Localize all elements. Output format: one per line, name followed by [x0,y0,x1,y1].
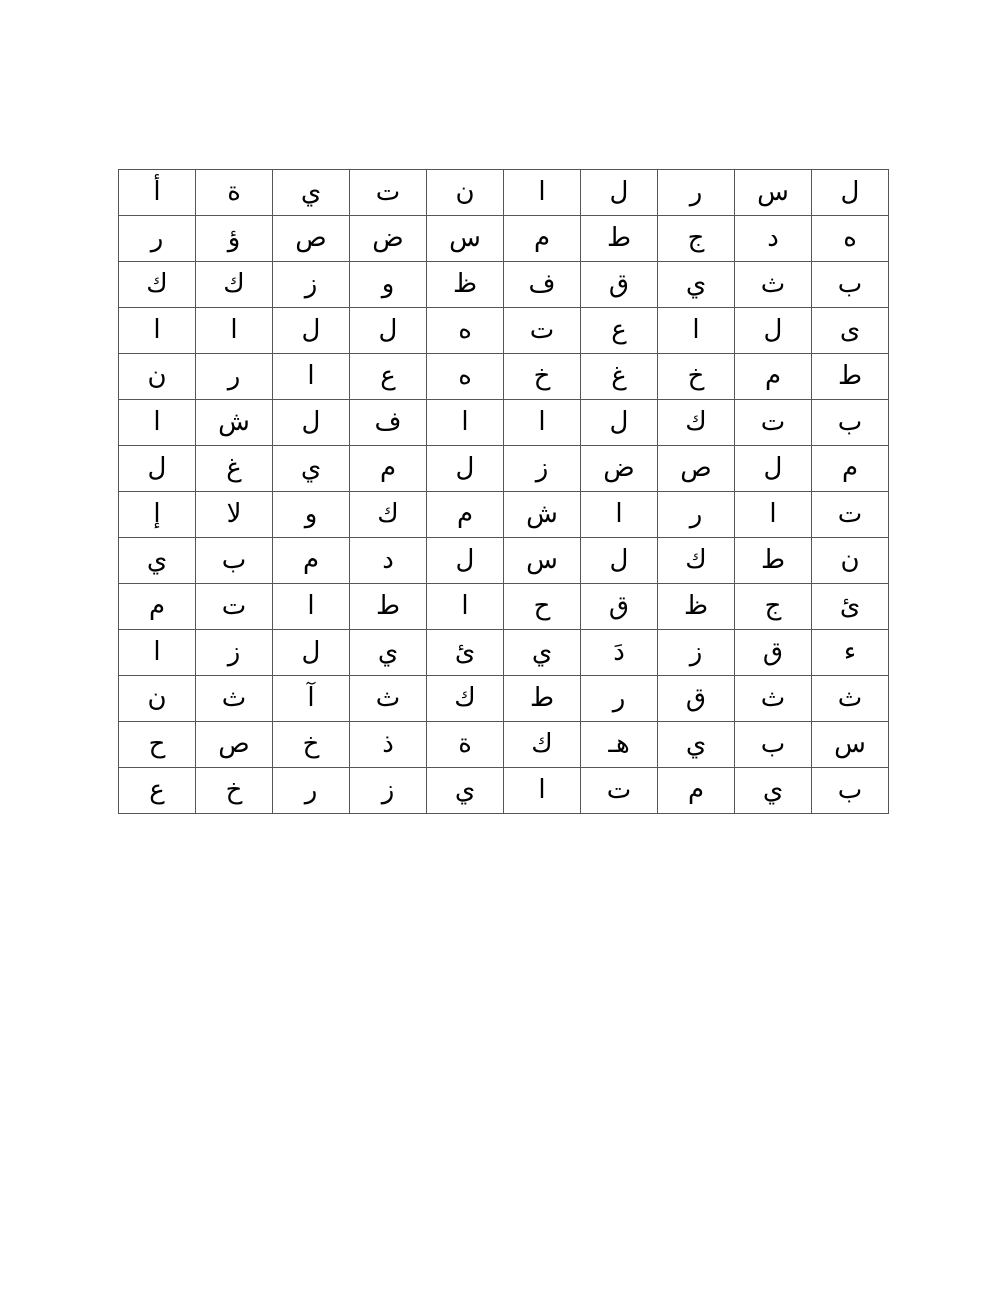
grid-cell: ب [812,768,889,814]
grid-cell: ا [196,308,273,354]
grid-cell: ث [735,676,812,722]
grid-cell: و [273,492,350,538]
grid-cell: ل [427,538,504,584]
grid-cell: م [658,768,735,814]
grid-cell: س [504,538,581,584]
grid-cell: ل [581,170,658,216]
grid-cell: ث [812,676,889,722]
grid-cell: ل [119,446,196,492]
grid-cell: ث [735,262,812,308]
grid-cell: ء [812,630,889,676]
grid-cell: لا [196,492,273,538]
word-search-grid [118,169,889,814]
grid-cell: ب [812,400,889,446]
grid-cell: خ [273,722,350,768]
grid-cell: ط [735,538,812,584]
grid-cell: م [812,446,889,492]
grid-cell: ت [812,492,889,538]
grid-cell: ش [504,492,581,538]
grid-cell: ظ [427,262,504,308]
grid-cell: ي [350,630,427,676]
grid-cell: ي [735,768,812,814]
grid-cell: ص [658,446,735,492]
grid-cell: ا [504,400,581,446]
grid-cell: ع [581,308,658,354]
grid-row [119,262,889,308]
grid-cell: ك [504,722,581,768]
grid-cell: ل [735,308,812,354]
grid-cell: ل [273,400,350,446]
grid-cell: ح [119,722,196,768]
grid-cell: ئ [812,584,889,630]
grid-cell: ت [350,170,427,216]
grid-cell: ب [735,722,812,768]
grid-cell: ق [658,676,735,722]
grid-cell: ف [350,400,427,446]
grid-cell: ي [119,538,196,584]
grid-cell: ح [504,584,581,630]
grid-cell: ل [427,446,504,492]
grid-row [119,630,889,676]
grid-cell: ي [273,446,350,492]
grid-cell: ش [196,400,273,446]
grid-cell: ل [273,630,350,676]
grid-cell: ع [119,768,196,814]
grid-cell: ا [735,492,812,538]
grid-cell: ن [427,170,504,216]
grid-cell: ض [350,216,427,262]
grid-cell: ر [581,676,658,722]
grid-cell: ة [427,722,504,768]
grid-cell: ز [658,630,735,676]
grid-row [119,722,889,768]
grid-cell: ل [581,538,658,584]
grid-cell: ر [119,216,196,262]
grid-cell: ا [504,768,581,814]
grid-cell: ك [350,492,427,538]
grid-cell: دَ [581,630,658,676]
grid-cell: و [350,262,427,308]
grid-cell: ي [273,170,350,216]
grid-cell: خ [196,768,273,814]
grid-cell: ل [581,400,658,446]
grid-cell: إ [119,492,196,538]
grid-cell: ا [427,400,504,446]
grid-cell: ل [735,446,812,492]
grid-cell: ه [812,216,889,262]
grid-row [119,584,889,630]
grid-cell: ك [658,538,735,584]
grid-cell: م [119,584,196,630]
grid-row [119,170,889,216]
grid-cell: ج [658,216,735,262]
grid-cell: هـ [581,722,658,768]
grid-row [119,768,889,814]
grid-cell: ي [427,768,504,814]
grid-cell: ث [196,676,273,722]
grid-cell: د [350,538,427,584]
grid-cell: ن [119,676,196,722]
grid-cell: ظ [658,584,735,630]
grid-row [119,676,889,722]
grid-cell: ي [504,630,581,676]
grid-row [119,308,889,354]
grid-cell: ز [350,768,427,814]
grid-cell: ا [119,308,196,354]
grid-cell: ز [196,630,273,676]
grid-cell: ض [581,446,658,492]
grid-cell: ا [119,630,196,676]
grid-row [119,354,889,400]
grid-cell: د [735,216,812,262]
grid-cell: ب [812,262,889,308]
grid-cell: م [427,492,504,538]
grid-cell: ك [119,262,196,308]
grid-cell: ط [504,676,581,722]
grid-cell: ل [273,308,350,354]
grid-cell: ه [427,308,504,354]
grid-cell: ز [504,446,581,492]
grid-cell: ج [735,584,812,630]
grid-row [119,492,889,538]
grid-cell: ت [504,308,581,354]
grid-cell: ا [273,354,350,400]
grid-cell: ت [196,584,273,630]
grid-row [119,446,889,492]
grid-cell: ت [581,768,658,814]
grid-cell: ك [196,262,273,308]
grid-cell: ك [427,676,504,722]
grid-cell: ئ [427,630,504,676]
grid-cell: ا [658,308,735,354]
grid-cell: ل [812,170,889,216]
grid-cell: م [735,354,812,400]
grid-cell: س [427,216,504,262]
grid-cell: ر [196,354,273,400]
grid-cell: ى [812,308,889,354]
grid-cell: ا [119,400,196,446]
grid-cell: ط [350,584,427,630]
grid-cell: ة [196,170,273,216]
grid-cell: ص [273,216,350,262]
grid-row [119,538,889,584]
grid-cell: ر [658,492,735,538]
grid-cell: ق [581,262,658,308]
grid-cell: م [350,446,427,492]
grid-row [119,216,889,262]
grid-cell: ا [273,584,350,630]
grid-cell: ب [196,538,273,584]
grid-body [119,170,889,814]
grid-cell: س [812,722,889,768]
grid-row [119,400,889,446]
grid-cell: ث [350,676,427,722]
grid-cell: ت [735,400,812,446]
grid-cell: ن [812,538,889,584]
grid-cell: م [504,216,581,262]
grid-cell: ل [350,308,427,354]
grid-cell: ؤ [196,216,273,262]
grid-cell: غ [581,354,658,400]
grid-cell: س [735,170,812,216]
grid-cell: ص [196,722,273,768]
grid-cell: ذ [350,722,427,768]
grid-cell: م [273,538,350,584]
grid-cell: ف [504,262,581,308]
grid-cell: ق [581,584,658,630]
grid-cell: ا [504,170,581,216]
grid-cell: أ [119,170,196,216]
grid-cell: ط [581,216,658,262]
grid-cell: ر [273,768,350,814]
grid-cell: آ [273,676,350,722]
grid-cell: ز [273,262,350,308]
grid-cell: ي [658,722,735,768]
grid-cell: ك [658,400,735,446]
grid-cell: ر [658,170,735,216]
grid-cell: خ [658,354,735,400]
grid-cell: ه [427,354,504,400]
grid-cell: ي [658,262,735,308]
grid-cell: غ [196,446,273,492]
grid-cell: خ [504,354,581,400]
grid-cell: ن [119,354,196,400]
grid-cell: ط [812,354,889,400]
grid-cell: ع [350,354,427,400]
grid-cell: ا [427,584,504,630]
grid-cell: ا [581,492,658,538]
grid-cell: ق [735,630,812,676]
